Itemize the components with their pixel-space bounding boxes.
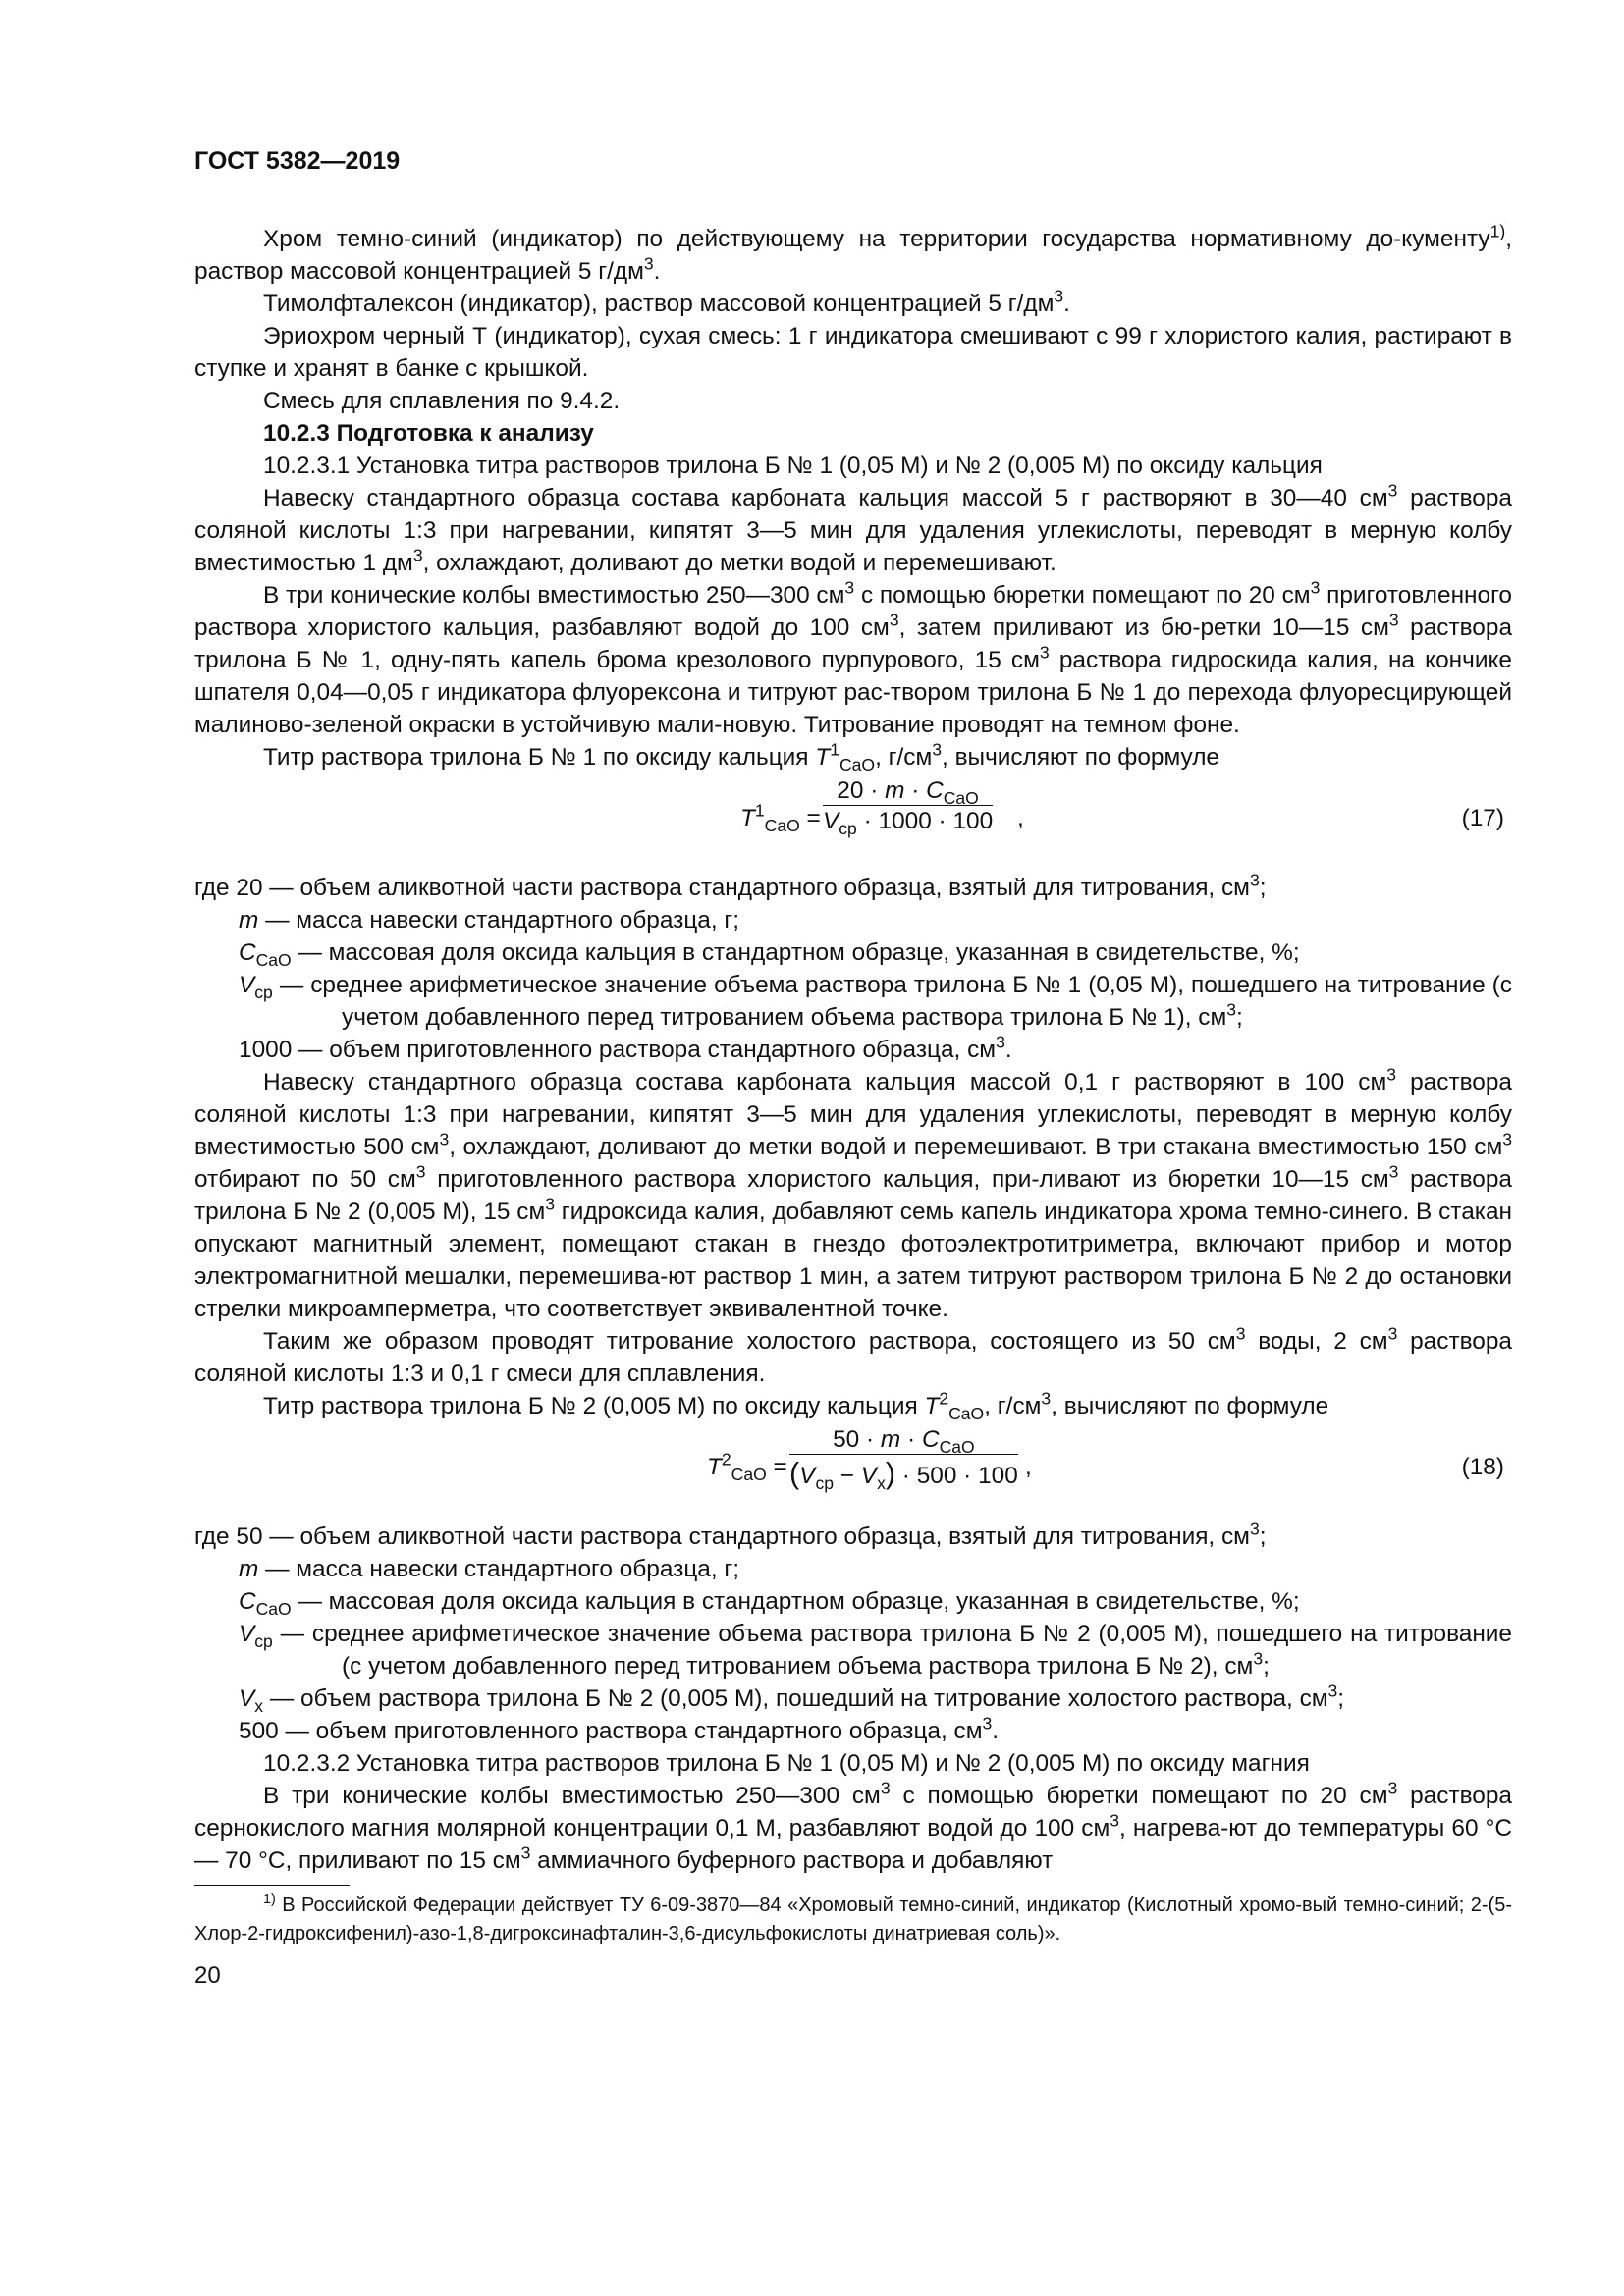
footnote-divider [194,1885,350,1886]
def-18-mass: m — масса навески стандартного образца, г; [239,1556,740,1582]
formula-18: $T^2_{CaO}$ = $50 \cdot m \cdot C_{CaO}$ $(V_{ср} - V_x) \cdot 500 \cdot 100$ , (18) [707,1426,1504,1494]
formula-17: $T^1_{CaO}$ = $20 \cdot m \cdot C_{CaO}$ $V_{ср} \cdot 1000 \cdot 100$ , (17) [740,777,1504,839]
formula-17-fraction [823,777,994,839]
formula-18-number: (18) [1461,1454,1504,1480]
def-18-cao-fraction: $C_{CaO}$ — массовая доля оксида кальция в стандартном образце, указанная в свидетельстве, %; [239,1588,1300,1620]
def-18-volume: 500 — объем приготовленного раствора стандартного образца, $см^3$. [239,1713,1000,1744]
def-17-aliquot: где 20 — объем аликвотной части раствора стандартного образца, взятый для титрования, $см^3$; [194,870,1267,901]
paragraph-magnesium-titration: В три конические колбы вместимостью 250—300 $см^3$ с помощью бюретки помещают по 20 $см^3$ раствора сернокислого магния молярной концентрации 0,1 М, разбавляют водой до 100 $см^3$, нагрева-ют до температуры 60 °С — 70 °С, приливают по 15 $см^3$ аммиачного буферного раствора и добавляют [194,1778,1512,1874]
def-18-vx: $V_x$ — объем раствора трилона Б № 2 (0,005 М), пошедший на титрование холостого раствора, $см^3$; [239,1681,1345,1717]
def-17-volume: 1000 — объем приготовленного раствора стандартного образца, $см^3$. [239,1032,1012,1063]
subsection-10-2-3-2: 10.2.3.2 Установка титра растворов трилона Б № 1 (0,05 М) и № 2 (0,005 М) по оксиду магния [263,1750,1310,1777]
formula-18-denominator: $(V_{ср} - V_x) \cdot 500 \cdot 100$ [789,1457,1018,1494]
paragraph-titer-2-intro: Титр раствора трилона Б № 2 (0,005 М) по оксиду кальция $T^2_{CaO}$, $г/см^3$, вычисляют по формуле [263,1388,1329,1424]
formula-17-number: (17) [1461,805,1504,831]
paragraph-titration-1: В три конические колбы вместимостью 250—300 $см^3$ с помощью бюретки помещают по 20 $см^3$ приготовленного раствора хлористого кальция, разбавляют водой до 100 $см^3$, затем приливают из бю-ретки 10—15 $см^3$ раствора трилона Б № 1, одну-пять капель брома крезолового пурпурового, 15 $см^3$ раствора гидроскида калия, на кончике шпателя 0,04—0,05 г индикатора флуорексона и титруют рас-твором трилона Б № 1 до перехода флуоресцирующей малиново-зеленой окраски в устойчивую мали-новую. Титрование проводят на темном фоне. [194,577,1513,738]
paragraph-chrome-indicator: Хром темно-синий (индикатор) по действующему на территории государства нормативному до-кументу$^{1)}$, раствор массовой концентрацией 5 $г/дм^3$. [194,221,1512,285]
document-header: ГОСТ 5382—2019 [194,147,401,175]
formula-17-denominator: $V_{ср} \cdot 1000 \cdot 100$ [823,808,994,839]
def-17-mass: m — масса навески стандартного образца, г; [239,907,740,934]
def-18-aliquot: где 50 — объем аликвотной части раствора стандартного образца, взятый для титрования, $см^3$; [194,1519,1267,1550]
def-18-vcp: $V_{ср}$ — среднее арифметическое значение объема раствора трилона Б № 2 (0,005 М), пошедшего на титрование (с учетом добавленного перед титрованием объема раствора трилона Б № 2), $см^3$; [239,1621,1512,1680]
paragraph-sample-dissolve-2: Навеску стандартного образца состава карбоната кальция массой 0,1 г растворяют в 100 $см^3$ раствора соляной кислоты 1:3 при нагревании, кипятят 3—5 мин для удаления углекислоты, переводят в мерную колбу вместимостью 500 $см^3$, охлаждают, доливают до метки водой и перемешивают. В три стакана вместимостью 150 $см^3$ отбирают по 50 $см^3$ приготовленного раствора хлористого кальция, при-ливают из бюретки 10—15 $см^3$ раствора трилона Б № 2 (0,005 М), 15 $см^3$ гидроксида калия, добавляют семь капель индикатора хрома темно-синего. В стакан опускают магнитный элемент, помещают стакан в гнездо фотоэлектротитриметра, включают прибор и мотор электромагнитной мешалки, перемешива-ют раствор 1 мин, а затем титруют раствором трилона Б № 2 до остановки стрелки микроамперметра, что соответствует эквивалентной точке. [194,1064,1512,1322]
formula-17-definitions [194,872,1512,1066]
subsection-10-2-3-1: 10.2.3.1 Установка титра растворов трилона Б № 1 (0,05 М) и № 2 (0,005 М) по оксиду кальция [263,453,1323,479]
formula-18-fraction [789,1426,1018,1494]
formula-18-definitions [194,1521,1512,1747]
paragraph-blank-titration: Таким же образом проводят титрование холостого раствора, состоящего из 50 $см^3$ воды, 2 $см^3$ раствора соляной кислоты 1:3 и 0,1 г смеси для сплавления. [194,1323,1512,1387]
paragraph-sample-dissolve: Навеску стандартного образца состава карбоната кальция массой 5 г растворяют в 30—40 $см^3$ раствора соляной кислоты 1:3 при нагревании, кипятят 3—5 мин для удаления углекислоты, переводят в мерную колбу вместимостью 1 $дм^3$, охлаждают, доливают до метки водой и перемешивают. [194,480,1512,576]
formula-17-numerator: $20 \cdot m \cdot C_{CaO}$ [823,777,993,806]
footnote: $^{1)}$ В Российской Федерации действует ТУ 6-09-3870—84 «Хромовый темно-синий, индикатор (Кислотный хромо-вый темно-синий; 2-(5-Хлор-2-гидроксифенил)-азо-1,8-дигроксинафталин-3,6-дисульфокислоты динатриевая соль)». [194,1892,1512,1945]
formula-18-numerator: $50 \cdot m \cdot C_{CaO}$ [789,1426,1018,1455]
formula-17-lhs: $T^1_{CaO}$ = [740,800,821,836]
section-heading-10-2-3: 10.2.3 Подготовка к анализу [263,420,594,447]
footnote-mark: 1) [263,1892,276,1908]
footnote-ref: 1) [1489,221,1506,241]
document-page [194,147,1512,1990]
def-17-cao-fraction: $C_{CaO}$ — массовая доля оксида кальция в стандартном образце, указанная в свидетельстве, %; [239,939,1300,971]
paragraph-fusion-mix: Смесь для сплавления по 9.4.2. [263,388,621,414]
paragraph-titer-1-intro: Титр раствора трилона Б № 1 по оксиду кальция $T^1_{CaO}$, $г/см^3$, вычисляют по формуле [263,739,1219,775]
page-number: 20 [194,1962,221,1989]
paragraph-eriochrome: Эриохром черный Т (индикатор), сухая смесь: 1 г индикатора смешивают с 99 г хлористого калия, растирают в ступке и хранят в банке с крышкой. [194,323,1512,382]
formula-18-lhs: $T^2_{CaO}$ = [707,1449,787,1485]
paragraph-thymolphthalexone: Тимолфталексон (индикатор), раствор массовой концентрацией 5 $г/дм^3$. [263,286,1070,317]
def-17-vcp: $V_{ср}$ — среднее арифметическое значение объема раствора трилона Б № 1 (0,05 М), пошедшего на титрование (с учетом добавленного перед титрованием объема раствора трилона Б № 1), $см^3$; [239,972,1512,1031]
